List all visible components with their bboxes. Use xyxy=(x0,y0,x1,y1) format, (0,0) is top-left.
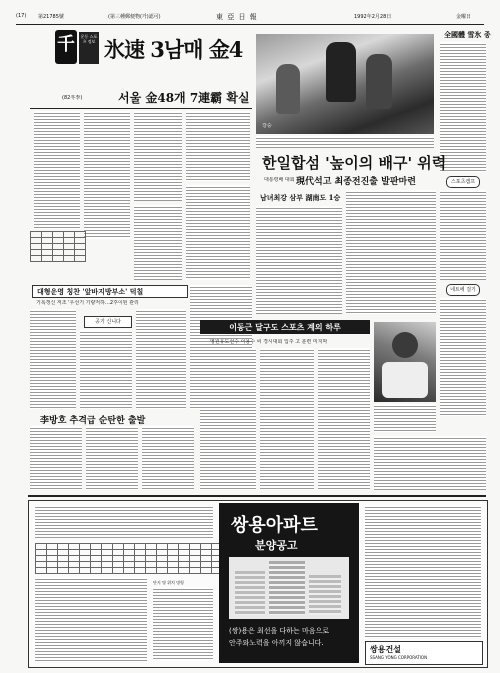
photo-caption-text xyxy=(256,136,434,148)
hockey-photo xyxy=(256,34,434,134)
article-body-column xyxy=(30,426,82,490)
athlete-silhouette xyxy=(392,332,418,358)
ad-text-block xyxy=(153,587,213,661)
sports-camp-badge: 스포츠캠프 xyxy=(446,176,480,188)
ad-text-block xyxy=(35,505,213,539)
player-silhouette xyxy=(326,42,356,102)
article-body-column xyxy=(136,309,186,409)
feature-deck: 영원유도선수 이용수 씨 경시대회 입주 고 훈련 미지막 xyxy=(210,339,328,345)
masthead xyxy=(16,10,484,25)
article-body-column xyxy=(374,436,486,490)
right-column-title: 全國體 雪氷 종 xyxy=(444,30,491,39)
ad-brand-name: 쌍용아파트 xyxy=(231,515,318,536)
registration-note: (第三種郵便物(가)認可) xyxy=(108,14,161,20)
article-body-column xyxy=(200,348,256,490)
apartment-advertisement xyxy=(28,500,488,668)
photo-caption-text xyxy=(374,404,436,432)
left-mid-deck: 기록갱신 저조 '우선기 기량저하…2후이된 관리 xyxy=(36,300,139,306)
article-body-column xyxy=(346,190,436,314)
photo-caption: 강승 xyxy=(262,123,272,129)
divider xyxy=(30,108,252,109)
player-silhouette xyxy=(276,64,300,114)
article-body-column xyxy=(186,185,250,280)
ad-subtitle: 분양공고 xyxy=(255,539,298,552)
article-body-column xyxy=(134,205,182,280)
ad-brand-panel xyxy=(219,503,359,663)
building-block xyxy=(235,571,265,615)
boxed-headline-text: 대형운영 칭찬 '앞바지방부소' 덕칠 xyxy=(37,287,144,296)
article-body-column xyxy=(318,348,370,490)
article-body-column xyxy=(86,426,138,490)
article-body-column xyxy=(260,348,314,490)
article-body-column xyxy=(34,111,80,229)
subheadline-seoul-gold: 서울 金48개 7連霸 확실 xyxy=(118,91,250,105)
feature-banner-text: 이동근 달구도 스포츠 계의 하루 xyxy=(229,322,341,332)
ad-divider xyxy=(28,495,486,497)
issue-date: 1992年2月28日 xyxy=(354,14,392,20)
headline-volleyball: 한일합섬 '높이의 배구' 위력 xyxy=(262,154,447,172)
apartment-illustration xyxy=(229,557,349,619)
issue-weekday: 金曜日 xyxy=(456,14,472,20)
paper-name: 東 亞 日 報 xyxy=(216,13,258,21)
ad-slogan-line-2: 안주와노력을 아끼지 않습니다. xyxy=(229,639,324,647)
article-body-column xyxy=(80,330,132,409)
article-body-column xyxy=(84,111,130,239)
article-body-column xyxy=(440,42,486,172)
building-block xyxy=(309,575,341,615)
ad-company-box xyxy=(365,641,483,665)
headline-lee-chase: 李방호 추격급 순탄한 출발 xyxy=(40,416,146,426)
badge-side-text: 운동 스포츠 정보 xyxy=(79,32,99,64)
badge-character: 千 xyxy=(57,34,75,55)
athlete-uniform xyxy=(382,362,428,398)
ad-section-head: 단지 명 위치 명령 xyxy=(153,580,184,585)
center-deck: 남녀최강 삼부 湖南도 1승 xyxy=(260,193,341,202)
ad-company-en: SSANG YONG CORPORATION xyxy=(370,655,428,660)
center-kicker: 대통령배 대회 xyxy=(264,177,295,183)
center-subheadline: 現代석고 최종전진출 발판마련 xyxy=(296,177,416,187)
ad-text-block xyxy=(35,577,147,661)
article-body-column xyxy=(256,206,342,314)
medal-table xyxy=(30,231,86,262)
boxed-headline xyxy=(32,285,188,298)
ad-text-block xyxy=(365,505,481,637)
page-number: (17) xyxy=(16,13,27,19)
article-body-column xyxy=(142,426,194,490)
player-silhouette xyxy=(366,54,392,109)
building-block xyxy=(269,561,305,615)
sub-kicker: (82冬季) xyxy=(62,95,83,101)
net-column-badge: 네트에 걸기 xyxy=(446,284,480,296)
article-body-column xyxy=(440,298,486,416)
ad-price-table xyxy=(35,543,234,574)
article-body-column xyxy=(440,190,486,280)
feature-banner xyxy=(200,320,370,334)
article-body-column xyxy=(134,111,182,201)
sports-badge xyxy=(55,30,77,64)
left-mid-tag: 공기 신니다 xyxy=(84,316,132,328)
headline-speed-skating: 氷速 3남매 金4 xyxy=(104,37,243,62)
ad-company-ko: 쌍용건설 xyxy=(370,644,401,654)
ad-slogan-line-1: (쌍)용은 최선을 다하는 마음으로 xyxy=(229,627,330,635)
article-body-column xyxy=(30,309,76,409)
judo-photo xyxy=(374,322,436,402)
article-body-column xyxy=(186,111,250,181)
issue-number: 第21785號 xyxy=(38,14,64,20)
